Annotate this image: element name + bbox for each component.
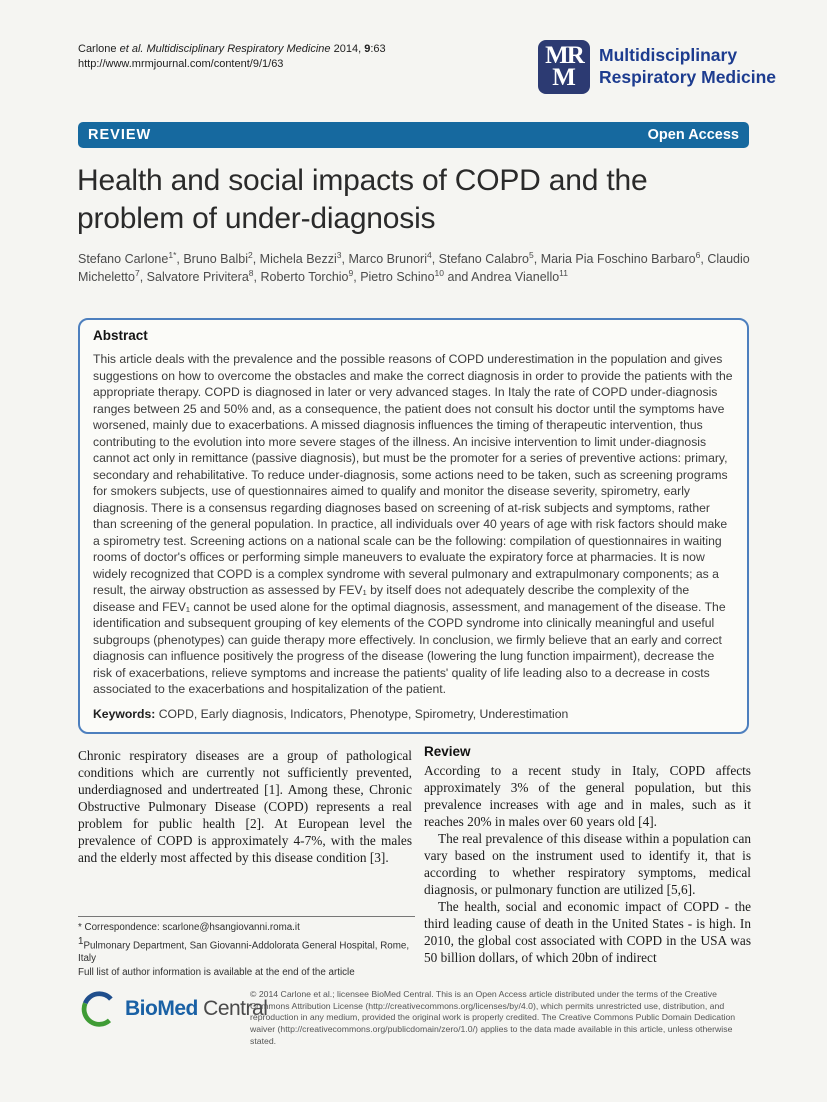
article-type-banner	[78, 122, 749, 148]
journal-logo	[538, 40, 776, 94]
citation-journal: Multidisciplinary Respiratory Medicine	[146, 43, 331, 55]
article-url-link[interactable]: http://www.mrmjournal.com/content/9/1/63	[78, 58, 284, 70]
author-affiliation-superscript: 3	[336, 249, 342, 260]
author-name: Roberto Torchio	[260, 270, 349, 284]
author-affiliation-superscript: 10	[434, 267, 445, 278]
author-name: Maria Pia Foschino Barbaro	[540, 252, 696, 266]
right-column-paragraphs	[424, 762, 751, 966]
bmc-ring-icon	[80, 990, 118, 1028]
journal-name	[599, 40, 776, 88]
affiliation-line	[78, 935, 415, 966]
paragraph: Chronic respiratory diseases are a group of pathological conditions which are currently not sufficiently prevented, underdiagnosed and undertreated [1]. Among these, Chronic Obstructive Pulmonary Disease (COPD) represents a real problem for public health [2]. At European level the prevalence of COPD is approximately 4-7%, with the males and the elderly most affected by this disease condition [3].	[78, 748, 412, 865]
author-name: Claudio Micheletto	[78, 252, 750, 284]
author-name: Michela Bezzi	[259, 252, 337, 266]
monogram-top: MR	[545, 42, 583, 69]
article-title: Health and social impacts of COPD and the problem of under-diagnosis	[77, 164, 648, 235]
paragraph: The real prevalence of this disease within a population can vary based on the instrument used to identify it, that is according to whether respiratory symptoms, medical diagnosis, or pulmonary function are utilized [5,6].	[424, 831, 751, 897]
bmc-wordmark	[125, 997, 267, 1021]
citation-authors: Carlone	[78, 43, 117, 55]
author-name: Bruno Balbi	[183, 252, 248, 266]
bmc-biomed-text: BioMed	[125, 997, 198, 1020]
author-affiliation-superscript: 9	[348, 267, 354, 278]
author-affiliation-superscript: 2	[247, 249, 253, 260]
abstract-box	[78, 318, 749, 734]
author-affiliation-superscript: 5	[529, 249, 534, 260]
affiliation-superscript: 1	[78, 935, 84, 947]
citation-pages: :63	[370, 43, 386, 55]
author-affiliation-superscript: 4	[426, 249, 432, 260]
abstract-heading: Abstract	[93, 328, 148, 343]
author-affiliation-superscript: 7	[134, 267, 140, 278]
keywords-values: COPD, Early diagnosis, Indicators, Phenotype, Spirometry, Underestimation	[155, 706, 569, 721]
correspondence-label: * Correspondence:	[78, 922, 163, 933]
left-column	[78, 747, 412, 866]
author-name: Marco Brunori	[348, 252, 427, 266]
monogram-bottom: M	[552, 64, 576, 91]
correspondence-email-link[interactable]: scarlone@hsangiovanni.roma.it	[162, 922, 300, 933]
review-section-heading: Review	[424, 744, 471, 759]
correspondence-line	[78, 921, 415, 935]
author-name: Salvatore Privitera	[146, 270, 249, 284]
author-name: Stefano Calabro	[438, 252, 529, 266]
footnote-block	[78, 916, 415, 979]
biomed-central-logo	[80, 990, 267, 1028]
author-affiliation-superscript: 11	[559, 267, 568, 278]
open-access-label: Open Access	[647, 127, 739, 143]
citation-header	[78, 42, 386, 72]
journal-name-line1: Multidisciplinary	[599, 45, 738, 65]
abstract-text: This article deals with the prevalence and the possible reasons of COPD underestimation in the population and gives suggestions on how to overcome the obstacles and make the correct diagnosis in order to provide the patients with the appropriate therapy. COPD is diagnosed in later or very advanced stages. In Italy the rate of COPD under-diagnosis ranges between 25 and 50% and, as a consequence, the patient does not consult his doctor until the symptoms have worsened, mainly due to exacerbations. A missed diagnosis influences the timing of therapeutic intervention, thus contributing to the evolution into more severe stages of the illness. An incisive intervention to limit under-diagnosis cannot act only in remittance (passive diagnosis), but must be the promoter for a series of preventive actions: primary, secondary and rehabilitative. To reduce under-diagnosis, some actions need to be taken, such as screening programs for smokers subjects, use of questionnaires aimed to qualify and monitor the disease severity, spirometry, early diagnosis. There is a consensus regarding diagnoses based on screening of at-risk subjects and symptoms, rather than screening of the general population. In practice, all individuals over 40 years of age with risk factors should make a spirometry test. Screening actions on a national scale can be the following: compilation of questionnaires in waiting rooms of doctor's offices or performing simple maneuvers to evaluate the expiratory force at pharmacies. It is now widely recognized that COPD is a complex syndrome with several pulmonary and extrapulmonary components; as a result, the airway obstruction as assessed by FEV₁ by itself does not adequately describe the complexity of the disease and FEV₁ cannot be used alone for the optimal diagnosis, assessment, and management of the disease. The identification and subsequent grouping of key elements of the COPD syndrome into clinically meaningful and useful subgroups (phenotypes) can guide therapy more effectively. In conclusion, we firmly believe that an early and correct diagnosis can influence positively the progress of the disease (lowering the lung function impairment), decrease the risk of exacerbations, relieve symptoms and increase the patients' quality of life leading also to a decrease in costs associated to the exacerbations and hospitalization of the patient.	[93, 352, 733, 696]
citation-year: 2014,	[333, 43, 362, 55]
affiliation-text: Pulmonary Department, San Giovanni-Addolorata General Hospital, Rome, Italy	[78, 939, 410, 965]
keywords-label: Keywords:	[93, 706, 156, 721]
mrm-monogram-icon	[538, 40, 590, 94]
paragraph: According to a recent study in Italy, COPD affects approximately 3% of the general population, but this prevalence increases with age and in males, such as it reaches 20% in males over 60 years old [4].	[424, 763, 751, 829]
author-affiliation-superscript: 1*	[168, 249, 177, 260]
copyright-notice: © 2014 Carlone et al.; licensee BioMed Central. This is an Open Access article distributed under the terms of the Creative Commons Attribution License (http://creativecommons.org/licenses/by/4.0), which permits unrestricted use, distribution, and reproduction in any medium, provided the original work is properly credited. The Creative Commons Public Domain Dedication waiver (http://creativecommons.org/publicdomain/zero/1.0/) applies to the data made available in this article, unless otherwise stated.	[250, 989, 736, 1046]
full-list-note: Full list of author information is available at the end of the article	[78, 966, 355, 978]
keywords-line	[93, 706, 734, 722]
author-name: Andrea Vianello	[471, 270, 560, 284]
author-list: Stefano Carlone$^{1*}$, Bruno Balbi$^2$, Michela Bezzi$^3$, Marco Brunori$^4$, Stefano Calabro$^5$, Maria Pia Foschino Barbaro$^6$, Claudio Micheletto$^7$, Salvatore Privitera$^8$, Roberto Torchio$^9$, Pietro Schino$^{10}$ and Andrea Vianello$^{11}$	[78, 249, 750, 284]
citation-etal: et al.	[119, 43, 144, 55]
article-type-label: REVIEW	[88, 127, 152, 143]
bmc-central-text: Central	[197, 997, 268, 1020]
author-name: Stefano Carlone	[78, 252, 169, 266]
author-affiliation-superscript: 6	[695, 249, 701, 260]
right-column	[424, 744, 751, 966]
author-affiliation-superscript: 8	[248, 267, 254, 278]
citation-volume: 9	[364, 43, 371, 55]
paragraph: The health, social and economic impact of COPD - the third leading cause of death in the United States - is high. In 2010, the global cost associated with COPD in the USA was 50 billion dollars, of which 20bn of indirect	[424, 899, 751, 965]
author-name: Pietro Schino	[360, 270, 435, 284]
journal-name-line2: Respiratory Medicine	[599, 67, 776, 87]
